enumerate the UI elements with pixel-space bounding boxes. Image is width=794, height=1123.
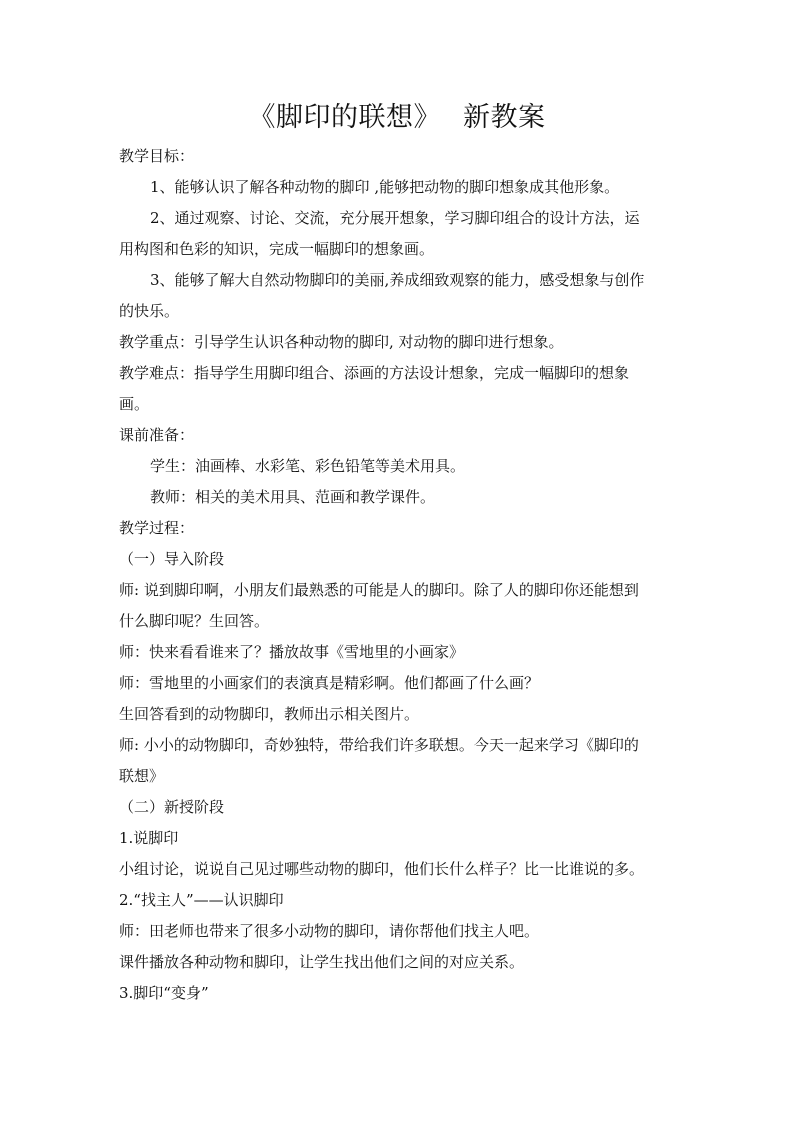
stage-1-line-5b: 联想》 <box>119 767 165 785</box>
document-title <box>0 98 794 138</box>
difficulty-line-2: 画。 <box>119 395 150 413</box>
stage-2-item-2-text-2: 课件播放各种动物和脚印，让学生找出他们之间的对应关系。 <box>119 953 525 971</box>
stage-2-heading: （二）新授阶段 <box>119 798 225 816</box>
stage-2-item-3: 3.脚印“变身” <box>119 984 209 1002</box>
stage-1-line-1b: 什么脚印呢？生回答。 <box>119 612 270 630</box>
goal-item-2-line-1: 2、通过观察、讨论、交流，充分展开想象，学习脚印组合的设计方法，运 <box>150 209 640 227</box>
stage-1-line-2: 师：快来看看谁来了？播放故事《雪地里的小画家》 <box>119 643 465 661</box>
title-book-name: 《脚印的联想》 <box>248 102 441 133</box>
stage-1-heading: （一）导入阶段 <box>119 550 225 568</box>
stage-2-item-1-text: 小组讨论，说说自己见过哪些动物的脚印，他们长什么样子？比一比谁说的多。 <box>119 860 645 878</box>
prep-teacher: 教师：相关的美术用具、范画和教学课件。 <box>150 488 436 506</box>
stage-1-line-4: 生回答看到的动物脚印，教师出示相关图片。 <box>119 705 420 723</box>
goal-item-3-line-2: 的快乐。 <box>119 302 180 320</box>
goal-item-2-line-2: 用构图和色彩的知识，完成一幅脚印的想象画。 <box>119 240 435 258</box>
stage-2-item-2-text-1: 师：田老师也带来了很多小动物的脚印，请你帮他们找主人吧。 <box>119 922 540 940</box>
stage-1-line-1a: 师: 说到脚印啊，小朋友们最熟悉的可能是人的脚印。除了人的脚印你还能想到 <box>119 581 639 599</box>
goals-heading: 教学目标： <box>119 147 195 165</box>
document-body <box>119 141 677 1009</box>
goal-item-3-line-1: 3、能够了解大自然动物脚印的美丽,养成细致观察的能力，感受想象与创作 <box>150 271 645 289</box>
prep-heading: 课前准备： <box>119 426 195 444</box>
stage-2-item-2: 2.“找主人”——认识脚印 <box>119 891 284 909</box>
stage-1-line-5a: 师: 小小的动物脚印，奇妙独特，带给我们许多联想。今天一起来学习《脚印的 <box>119 736 639 754</box>
difficulty-line-1: 教学难点：指导学生用脚印组合、添画的方法设计想象，完成一幅脚印的想象 <box>119 364 630 382</box>
stage-2-item-1: 1.说脚印 <box>119 829 179 847</box>
process-heading: 教学过程： <box>119 519 195 537</box>
stage-1-line-3: 师：雪地里的小画家们的表演真是精彩啊。他们都画了什么画？ <box>119 674 540 692</box>
title-suffix: 新教案 <box>463 102 546 133</box>
key-point: 教学重点：引导学生认识各种动物的脚印, 对动物的脚印进行想象。 <box>119 333 564 351</box>
prep-student: 学生：油画棒、水彩笔、彩色铅笔等美术用具。 <box>150 457 466 475</box>
goal-item-1: 1、能够认识了解各种动物的脚印 ,能够把动物的脚印想象成其他形象。 <box>150 178 620 196</box>
